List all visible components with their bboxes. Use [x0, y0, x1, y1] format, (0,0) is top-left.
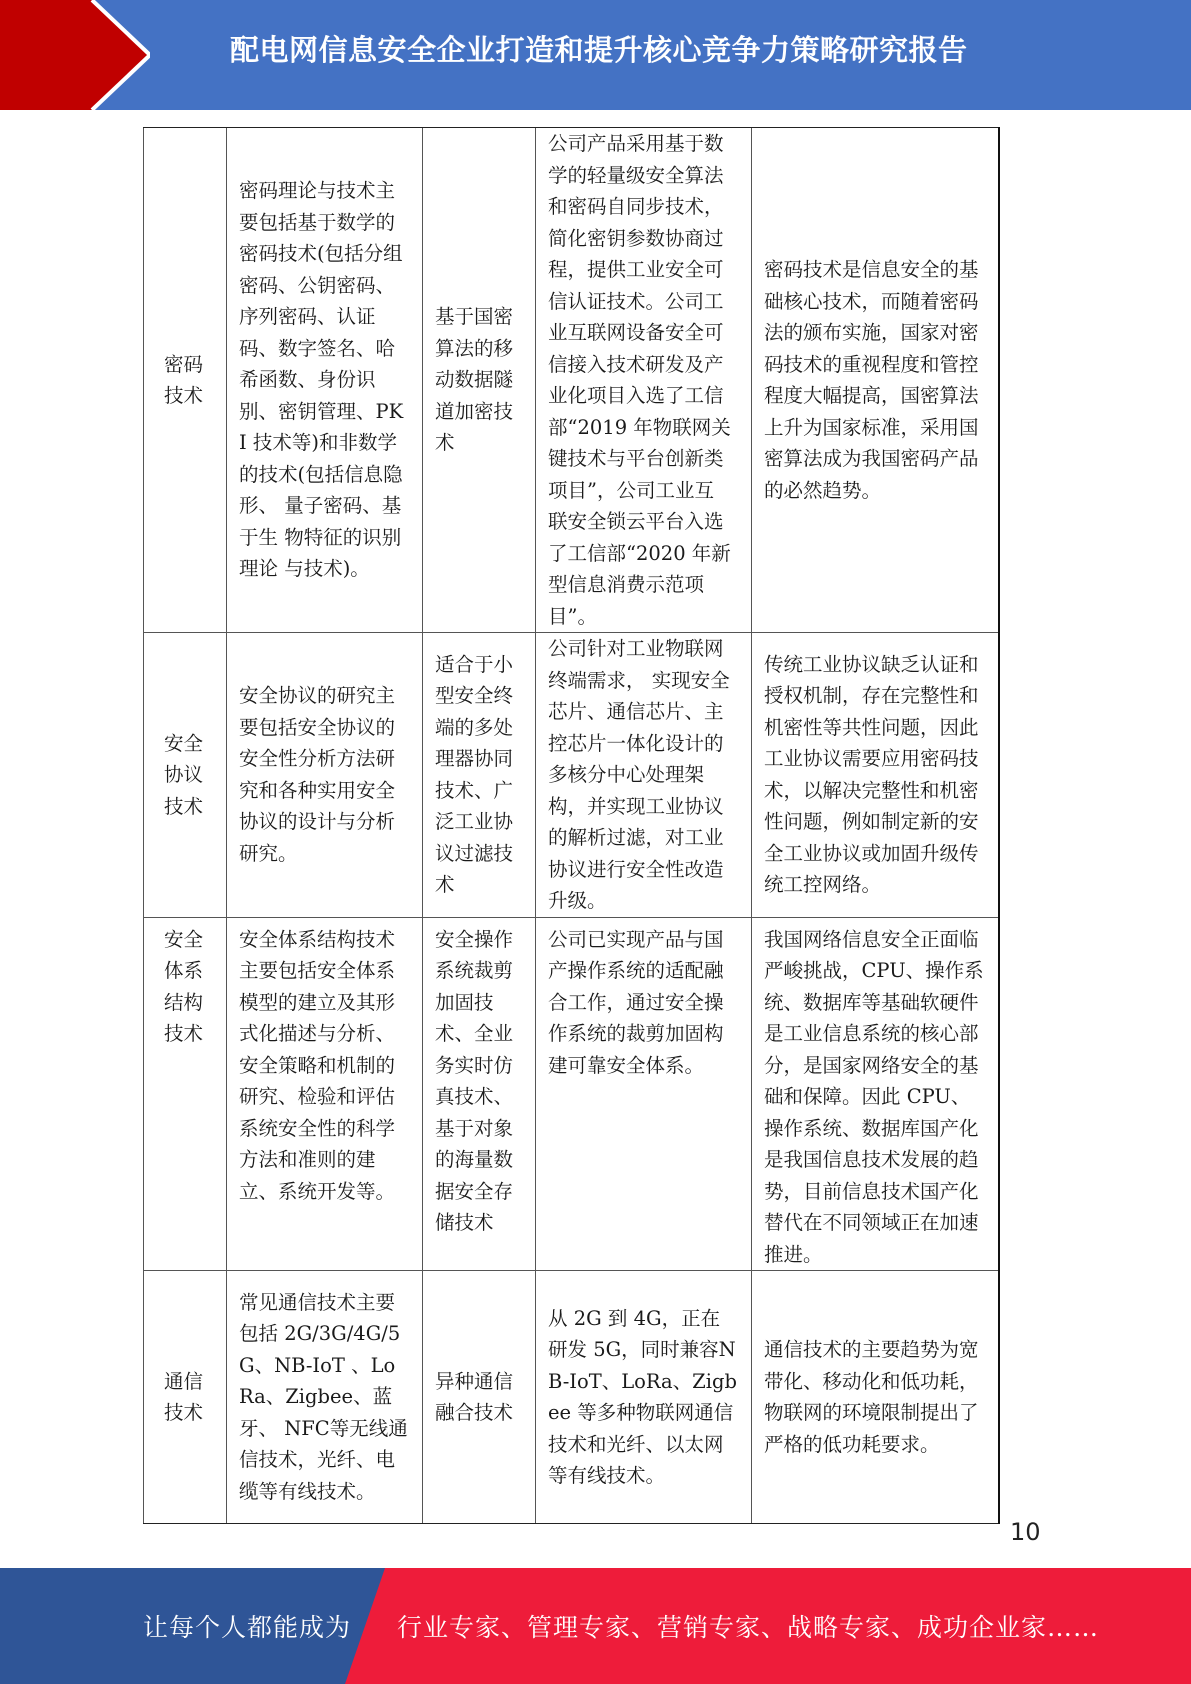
company-cell: 公司针对工业物联网终端需求， 实现安全芯片、通信芯片、主控芯片一体化设计的多核分中心处理架构，并实现工业协议的解析过滤，对工业协议进行安全性改造升级。	[536, 633, 752, 918]
report-title: 配电网信息安全企业打造和提升核心竞争力策略研究报告	[230, 33, 968, 67]
footer-slogan-right: 行业专家、管理专家、营销专家、战略专家、成功企业家……	[397, 1613, 1100, 1642]
trend-cell: 传统工业协议缺乏认证和授权机制，存在完整性和机密性等共性问题，因此工业协议需要应用密码技术，以解决完整性和机密性问题，例如制定新的安全工业协议或加固升级传统工控网络。	[752, 633, 999, 918]
tech-name-cell: 密码 技术	[144, 128, 227, 633]
tech-definition-cell: 安全体系结构技术主要包括安全体系模型的建立及其形式化描述与分析、安全策略和机制的研究、检验和评估系统安全性的科学方法和准则的建立、系统开发等。	[227, 917, 423, 1271]
tech-definition-cell: 常见通信技术主要包括 2G/3G/4G/5G、NB-IoT 、LoRa、Zigbee、蓝牙、 NFC等无线通信技术，光纤、电缆等有线技术。	[227, 1271, 423, 1524]
table-row	[144, 1271, 999, 1524]
technology-table	[143, 127, 1000, 1524]
table-row	[144, 633, 999, 918]
key-tech-cell: 异种通信融合技术	[423, 1271, 536, 1524]
trend-cell: 密码技术是信息安全的基础核心技术，而随着密码法的颁布实施，国家对密码技术的重视程度和管控程度大幅提高，国密算法上升为国家标准，采用国密算法成为我国密码产品的必然趋势。	[752, 128, 999, 633]
company-cell: 公司已实现产品与国产操作系统的适配融合工作，通过安全操作系统的裁剪加固构建可靠安全体系。	[536, 917, 752, 1271]
key-tech-cell: 安全操作系统裁剪加固技术、全业务实时仿真技术、基于对象的海量数据安全存储技术	[423, 917, 536, 1271]
tech-name-cell: 安全 体系 结构 技术	[144, 917, 227, 1271]
table-row	[144, 128, 999, 633]
page-number: 10	[1010, 1518, 1041, 1546]
footer-slogan-left: 让每个人都能成为	[143, 1613, 352, 1642]
trend-cell: 我国网络信息安全正面临严峻挑战，CPU、操作系统、数据库等基础软硬件是工业信息系统的核心部分，是国家网络安全的基础和保障。因此 CPU、操作系统、数据库国产化是我国信息技术发展的趋势，目前信息技术国产化替代在不同领域正在加速推进。	[752, 917, 999, 1271]
trend-cell: 通信技术的主要趋势为宽带化、移动化和低功耗，物联网的环境限制提出了严格的低功耗要求。	[752, 1271, 999, 1524]
key-tech-cell: 适合于小型安全终端的多处理器协同技术、广泛工业协议过滤技术	[423, 633, 536, 918]
page-footer	[0, 1568, 1191, 1684]
table-row	[144, 917, 999, 1271]
company-cell: 从 2G 到 4G，正在研发 5G，同时兼容NB-IoT、LoRa、Zigbee 等多种物联网通信技术和光纤、以太网等有线技术。	[536, 1271, 752, 1524]
tech-name-cell: 安全 协议 技术	[144, 633, 227, 918]
tech-definition-cell: 安全协议的研究主要包括安全协议的安全性分析方法研究和各种实用安全协议的设计与分析研究。	[227, 633, 423, 918]
header-arrow-decoration	[0, 0, 150, 110]
key-tech-cell: 基于国密算法的移动数据隧道加密技术	[423, 128, 536, 633]
company-cell: 公司产品采用基于数学的轻量级安全算法和密码自同步技术，简化密钥参数协商过程，提供工业安全可信认证技术。公司工业互联网设备安全可信接入技术研发及产业化项目入选了工信部“2019 年物联网关 键技术与平台创新类 项目”，公司工业互 联安全锁云平台入选 了工信部“2020 年新 型信息消费示范项 目”。	[536, 128, 752, 633]
tech-name-cell: 通信 技术	[144, 1271, 227, 1524]
page-header	[0, 0, 1191, 110]
tech-definition-cell: 密码理论与技术主要包括基于数学的密码技术(包括分组密码、公钥密码、序列密码、认证码、数字签名、哈希函数、身份识别、密钥管理、PKI 技术等)和非数学的技术(包括信息隐形、 量子密码、基于生 物特征的识别理论 与技术)。	[227, 128, 423, 633]
